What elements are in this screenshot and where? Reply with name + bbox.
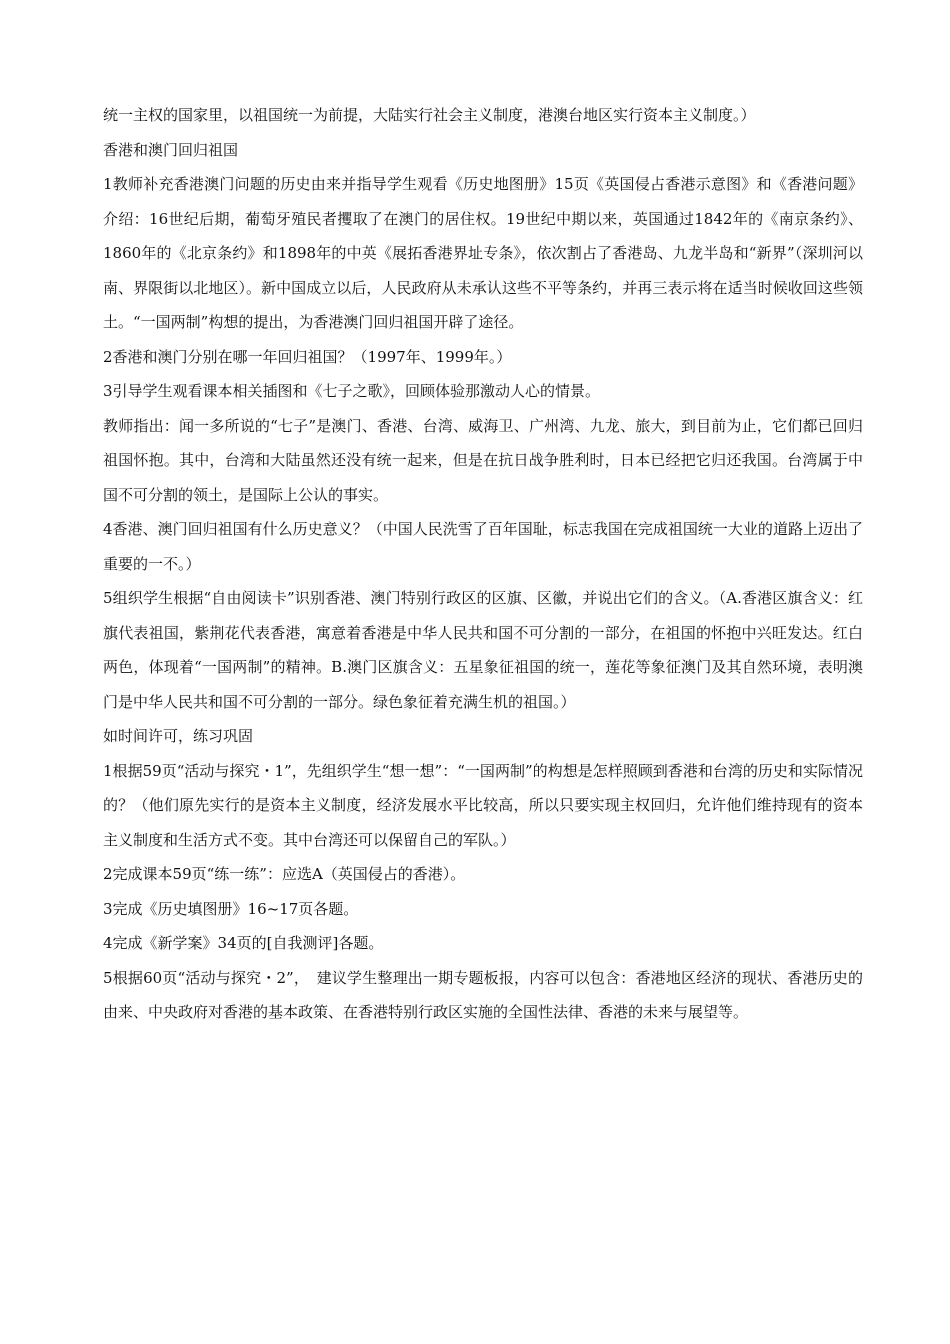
practice-item-1: 1根据59页“活动与探究・1”，先组织学生“想一想”：“一国两制”的构想是怎样照顾到香港和台湾的历史和实际情况的？（他们原先实行的是资本主义制度，经济发展水平比较高，所以只要实现主权回归，允许他们维持现有的资本主义制度和生活方式不变。其中台湾还可以保留自己的军队。） — [103, 761, 863, 849]
practice-item-5: 5根据60页“活动与探究・2”， 建议学生整理出一期专题板报，内容可以包含：香港地区经济的现状、香港历史的由来、中央政府对香港的基本政策、在香港特别行政区实施的全国性法律、香港的未来与展望等。 — [103, 968, 863, 1021]
paragraph-seven-sons-song: 3引导学生观看课本相关插图和《七子之歌》，回顾体验那激动人心的情景。 — [103, 382, 601, 400]
paragraph-historical-significance: 4香港、澳门回归祖国有什么历史意义？（中国人民洗雪了百年国耻，标志我国在完成祖国统一大业的道路上迈出了重要的一不。） — [103, 520, 863, 573]
paragraph-flags-emblems: 5组织学生根据“自由阅读卡”识别香港、澳门特别行政区的区旗、区徽，并说出它们的含义。（A.香港区旗含义：红旗代表祖国，紫荆花代表香港，寓意着香港是中华人民共和国不可分割的一部分，在祖国的怀抱中兴旺发达。红白两色，体现着“一国两制”的精神。B.澳门区旗含义：五星象征祖国的统一，莲花等象征澳门及其自然环境，表明澳门是中华人民共和国不可分割的一部分。绿色象征着充满生机的祖国。） — [103, 589, 863, 711]
paragraph-teacher-notes: 教师指出：闻一多所说的“七子”是澳门、香港、台湾、威海卫、广州湾、九龙、旅大，到目前为止，它们都已回归祖国怀抱。其中，台湾和大陆虽然还没有统一起来，但是在抗日战争胜利时，日本已经把它归还我国。台湾属于中国不可分割的领土，是国际上公认的事实。 — [103, 416, 863, 504]
practice-item-2: 2完成课本59页“练一练”：应选A（英国侵占的香港）。 — [103, 865, 466, 883]
practice-item-4: 4完成《新学案》34页的[自我测评]各题。 — [103, 934, 384, 952]
document-body — [103, 98, 863, 1030]
section-heading: 香港和澳门回归祖国 — [103, 140, 239, 159]
paragraph-intro-continuation: 统一主权的国家里，以祖国统一为前提，大陆实行社会主义制度，港澳台地区实行资本主义制度。） — [103, 106, 756, 124]
practice-heading: 如时间许可，练习巩固 — [103, 727, 254, 745]
paragraph-question-return-years: 2香港和澳门分别在哪一年回归祖国？（1997年、1999年。） — [103, 347, 512, 366]
paragraph-history-background: 1教师补充香港澳门问题的历史由来并指导学生观看《历史地图册》15页《英国侵占香港示意图》和《香港问题》介绍：16世纪后期，葡萄牙殖民者攫取了在澳门的居住权。19世纪中期以来，英国通过1842年的《南京条约》、1860年的《北京条约》和1898年的中英《展拓香港界址专条》，依次割占了香港岛、九龙半岛和“新界”（深圳河以南、界限街以北地区）。新中国成立以后，人民政府从未承认这些不平等条约，并再三表示将在适当时候收回这些领土。“一国两制”构想的提出，为香港澳门回归祖国开辟了途径。 — [103, 175, 863, 331]
practice-item-3: 3完成《历史填图册》16~17页各题。 — [103, 899, 359, 918]
